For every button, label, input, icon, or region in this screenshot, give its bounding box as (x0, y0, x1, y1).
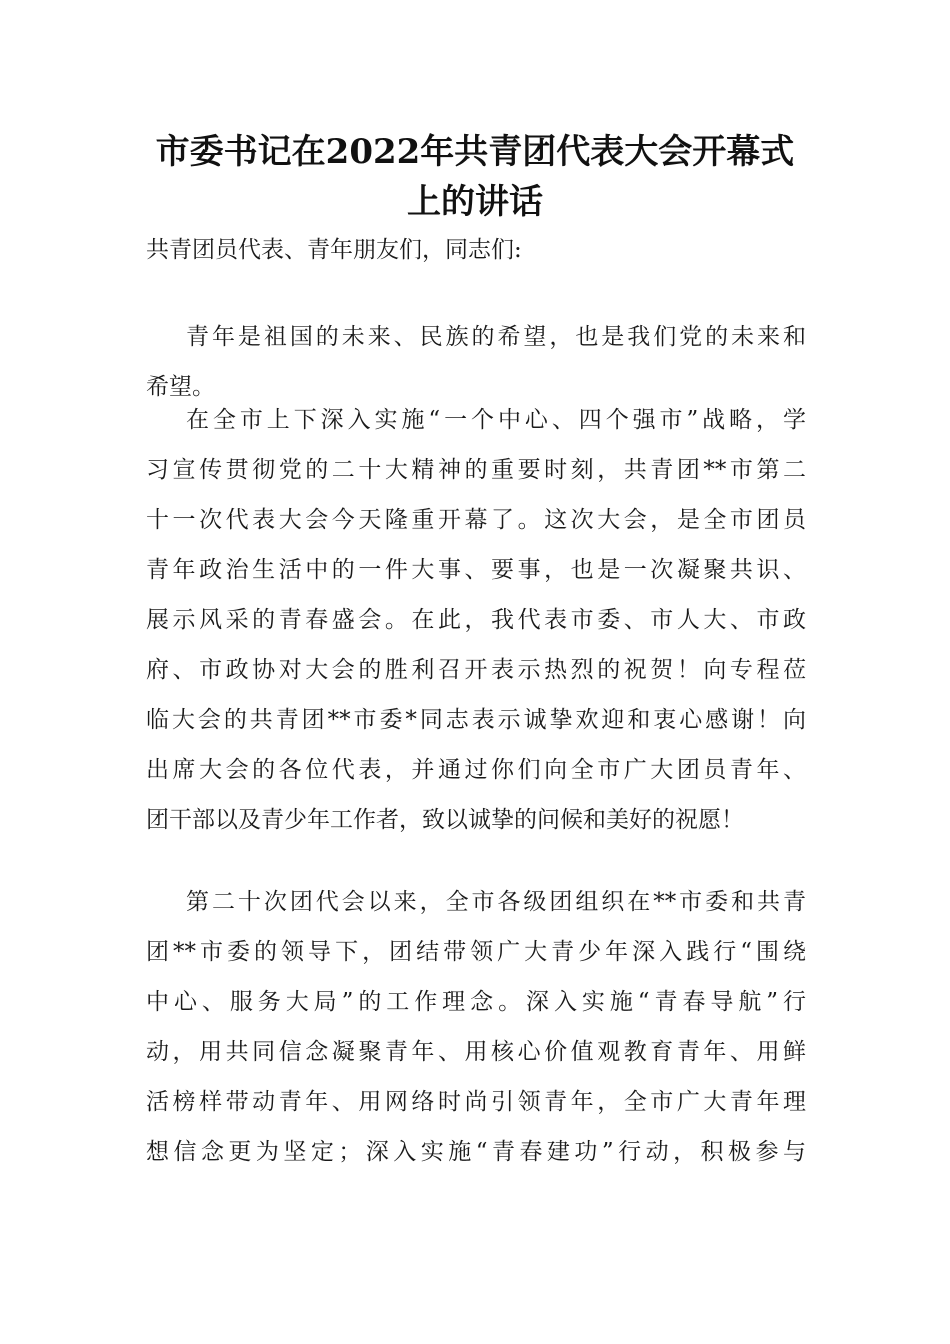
paragraph-line: 想信念更为坚定；深入实施“青春建功”行动，积极参与 (146, 1139, 806, 1165)
paragraph-line: 展示风采的青春盛会。在此，我代表市委、市人大、市政 (146, 607, 806, 633)
paragraph-line: 十一次代表大会今天隆重开幕了。这次大会，是全市团员 (146, 507, 806, 533)
paragraph-line: 出席大会的各位代表，并通过你们向全市广大团员青年、 (146, 757, 806, 783)
paragraph-line: 青年政治生活中的一件大事、要事，也是一次凝聚共识、 (146, 557, 806, 583)
paragraph-line: 中心、服务大局”的工作理念。深入实施“青春导航”行 (146, 989, 806, 1015)
paragraph-line: 府、市政协对大会的胜利召开表示热烈的祝贺！向专程莅 (146, 657, 806, 683)
paragraph-line: 团**市委的领导下，团结带领广大青少年深入践行“围绕 (146, 939, 806, 965)
paragraph-line: 青年是祖国的未来、民族的希望，也是我们党的未来和 (186, 324, 806, 350)
salutation: 共青团员代表、青年朋友们，同志们: (146, 237, 522, 263)
document-title-line-1: 市委书记在2022年共青团代表大会开幕式 (155, 132, 795, 172)
paragraph-line: 第二十次团代会以来，全市各级团组织在**市委和共青 (186, 889, 806, 915)
paragraph-line: 活榜样带动青年、用网络时尚引领青年，全市广大青年理 (146, 1089, 806, 1115)
paragraph-line: 临大会的共青团**市委*同志表示诚挚欢迎和衷心感谢！向 (146, 707, 806, 733)
paragraph-line: 动，用共同信念凝聚青年、用核心价值观教育青年、用鲜 (146, 1039, 806, 1065)
paragraph-line: 习宣传贯彻党的二十大精神的重要时刻，共青团**市第二 (146, 457, 806, 483)
paragraph-line: 希望。 (146, 374, 215, 400)
document-title-line-2: 上的讲话 (407, 182, 543, 222)
paragraph-line: 在全市上下深入实施“一个中心、四个强市”战略，学 (186, 407, 806, 433)
paragraph-line: 团干部以及青少年工作者，致以诚挚的问候和美好的祝愿！ (146, 807, 744, 833)
